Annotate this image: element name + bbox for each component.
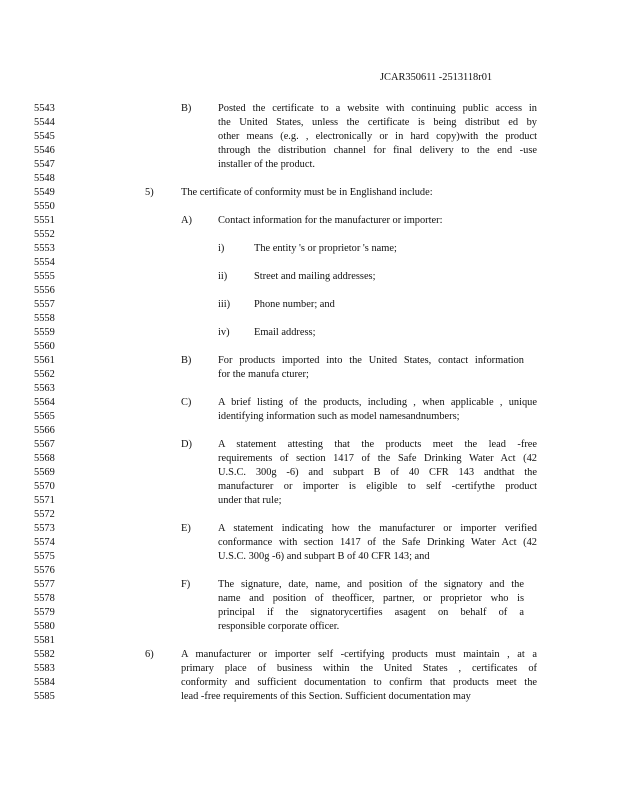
- line-number: 5555: [34, 271, 55, 282]
- line-number: 5563: [34, 383, 55, 394]
- item-label: B): [181, 355, 192, 366]
- item-label: D): [181, 439, 192, 450]
- line-number: 5565: [34, 411, 55, 422]
- paragraph-line: conformance with section 1417 of the Safe Drinking Water Act (42: [218, 537, 537, 548]
- paragraph-line: principal if the signatorycertifies asagent on behalf of a: [218, 607, 524, 618]
- item-label: iii): [218, 299, 231, 310]
- line-number: 5549: [34, 187, 55, 198]
- paragraph-line: Contact information for the manufacturer or importer:: [218, 215, 443, 226]
- line-number: 5559: [34, 327, 55, 338]
- paragraph-line: A brief listing of the products, including , when applicable , unique: [218, 397, 537, 408]
- document-header: JCAR350611 -2513118r01: [380, 72, 493, 83]
- item-label: i): [218, 243, 225, 254]
- line-number: 5584: [34, 677, 55, 688]
- line-number: 5548: [34, 173, 55, 184]
- line-number: 5551: [34, 215, 55, 226]
- paragraph-line: A manufacturer or importer self -certifying products must maintain , at a: [181, 649, 537, 660]
- paragraph-line: other means (e.g. , electronically or in hard copy)with the product: [218, 131, 537, 142]
- line-number: 5564: [34, 397, 55, 408]
- line-number: 5543: [34, 103, 55, 114]
- item-label: B): [181, 103, 192, 114]
- line-number: 5580: [34, 621, 55, 632]
- paragraph-line: name and position of theofficer, partner, or proprietor who is: [218, 593, 524, 604]
- paragraph-line: responsible corporate officer.: [218, 621, 340, 632]
- line-number: 5547: [34, 159, 55, 170]
- item-label: E): [181, 523, 191, 534]
- line-number: 5569: [34, 467, 55, 478]
- line-number: 5568: [34, 453, 55, 464]
- paragraph-line: installer of the product.: [218, 159, 315, 170]
- line-number: 5558: [34, 313, 55, 324]
- item-label: 6): [145, 649, 154, 660]
- item-label: A): [181, 215, 192, 226]
- line-number: 5576: [34, 565, 55, 576]
- paragraph-line: primary place of business within the United States , certificates of: [181, 663, 537, 674]
- line-number: 5573: [34, 523, 55, 534]
- paragraph-line: U.S.C. 300g -6) and subpart B of 40 CFR 143 andthat the: [218, 467, 537, 478]
- line-number: 5550: [34, 201, 55, 212]
- paragraph-line: under that rule;: [218, 495, 282, 506]
- paragraph-line: for the manufa cturer;: [218, 369, 309, 380]
- line-number: 5544: [34, 117, 55, 128]
- line-number: 5561: [34, 355, 55, 366]
- line-number: 5571: [34, 495, 55, 506]
- paragraph-line: A statement attesting that the products meet the lead -free: [218, 439, 537, 450]
- item-label: iv): [218, 327, 230, 338]
- line-number: 5552: [34, 229, 55, 240]
- line-number: 5556: [34, 285, 55, 296]
- paragraph-line: Email address;: [254, 327, 316, 338]
- paragraph-line: Street and mailing addresses;: [254, 271, 376, 282]
- line-number: 5582: [34, 649, 55, 660]
- paragraph-line: U.S.C. 300g -6) and subpart B of 40 CFR 143; and: [218, 551, 430, 562]
- line-number: 5570: [34, 481, 55, 492]
- paragraph-line: requirements of section 1417 of the Safe Drinking Water Act (42: [218, 453, 537, 464]
- paragraph-line: A statement indicating how the manufacturer or importer verified: [218, 523, 537, 534]
- paragraph-line: The certificate of conformity must be in Englishand include:: [181, 187, 433, 198]
- paragraph-line: lead -free requirements of this Section. Sufficient documentation may: [181, 691, 471, 702]
- paragraph-line: through the distribution channel for final delivery to the end -use: [218, 145, 537, 156]
- item-label: C): [181, 397, 192, 408]
- line-number: 5577: [34, 579, 55, 590]
- line-number: 5554: [34, 257, 55, 268]
- line-number: 5546: [34, 145, 55, 156]
- line-number: 5574: [34, 537, 55, 548]
- paragraph-line: conformity and sufficient documentation to confirm that products meet the: [181, 677, 537, 688]
- paragraph-line: the United States, unless the certificate is being distribut ed by: [218, 117, 537, 128]
- paragraph-line: manufacturer or importer is eligible to self -certifythe product: [218, 481, 537, 492]
- line-number: 5581: [34, 635, 55, 646]
- line-number: 5578: [34, 593, 55, 604]
- line-number: 5557: [34, 299, 55, 310]
- item-label: ii): [218, 271, 228, 282]
- line-number: 5562: [34, 369, 55, 380]
- paragraph-line: The entity 's or proprietor 's name;: [254, 243, 397, 254]
- paragraph-line: identifying information such as model namesandnumbers;: [218, 411, 460, 422]
- paragraph-line: For products imported into the United States, contact information: [218, 355, 524, 366]
- line-number: 5583: [34, 663, 55, 674]
- line-number: 5572: [34, 509, 55, 520]
- line-number: 5553: [34, 243, 55, 254]
- line-number: 5560: [34, 341, 55, 352]
- line-number: 5545: [34, 131, 55, 142]
- line-number: 5575: [34, 551, 55, 562]
- item-label: F): [181, 579, 191, 590]
- paragraph-line: Phone number; and: [254, 299, 335, 310]
- paragraph-line: Posted the certificate to a website with continuing public access in: [218, 103, 537, 114]
- line-number: 5566: [34, 425, 55, 436]
- item-label: 5): [145, 187, 154, 198]
- line-number: 5579: [34, 607, 55, 618]
- line-number: 5567: [34, 439, 55, 450]
- line-number: 5585: [34, 691, 55, 702]
- paragraph-line: The signature, date, name, and position of the signatory and the: [218, 579, 524, 590]
